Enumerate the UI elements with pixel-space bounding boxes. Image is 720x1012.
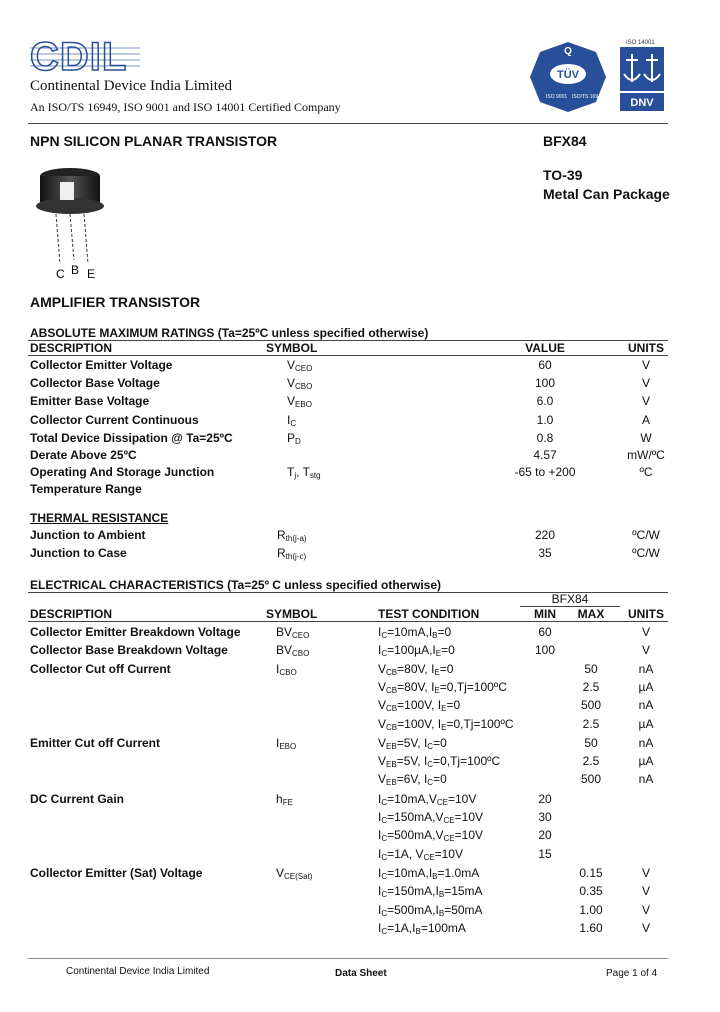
cond-value: =0 (433, 735, 447, 750)
rating-description: Operating And Storage Junction (30, 465, 215, 479)
symbol-subscript: th(j-c) (285, 552, 307, 561)
rating-value: 6.0 (536, 394, 554, 408)
cond-letter: I (412, 920, 416, 935)
cond-value: =5V, (396, 735, 424, 750)
test-condition (378, 698, 460, 713)
min-value: 20 (538, 828, 552, 843)
cond-value: =100mA (420, 920, 466, 935)
min-value: 100 (534, 643, 556, 658)
unit-value: V (641, 884, 650, 899)
cond-value: =80V, (397, 661, 432, 676)
unit-value: V (641, 920, 650, 935)
unit-value: µA (638, 754, 654, 769)
header-divider (28, 123, 668, 124)
cond-letter: I (378, 828, 382, 843)
unit-value: V (641, 625, 650, 639)
cond-subscript: CE (436, 797, 448, 807)
cond-value: =10mA, (387, 791, 429, 806)
symbol (277, 546, 306, 561)
cond-subscript: EB (386, 760, 397, 770)
cond-letter: I (378, 643, 382, 658)
symbol (276, 625, 309, 640)
rating-description: Total Device Dissipation @ Ta=25ºC (30, 431, 233, 445)
cond-letter: I (378, 791, 382, 806)
cond-subscript: CE (443, 834, 455, 844)
cond-subscript: C (381, 816, 388, 825)
cond-subscript: CB (386, 704, 398, 714)
rating-value: 100 (534, 376, 556, 390)
cond-value: =100V, (397, 716, 438, 731)
symbol-letter: P (287, 431, 296, 445)
char-description: Collector Base Breakdown Voltage (30, 643, 228, 658)
cond-value: =5V, (396, 754, 424, 769)
cond-letter: V (378, 661, 387, 676)
svg-text:Q: Q (564, 46, 572, 57)
cond-letter: I (378, 625, 382, 639)
to39-package-drawing (30, 160, 110, 280)
test-condition (378, 772, 447, 787)
cond-subscript: E (434, 685, 440, 695)
symbol-subscript: stg (309, 471, 321, 480)
thermal-unit: ºC/W (632, 528, 660, 542)
cond-letter: V (435, 828, 444, 843)
cond-letter: I (435, 902, 439, 917)
product-title: NPN SILICON PLANAR TRANSISTOR (30, 133, 278, 149)
cond-letter: V (378, 735, 387, 750)
cond-subscript: E (434, 667, 440, 677)
svg-text:C: C (56, 267, 65, 280)
test-condition (378, 754, 500, 769)
cond-letter: I (431, 661, 435, 676)
test-condition (378, 884, 483, 899)
cond-value: =0,Tj=100ºC (433, 754, 501, 769)
cond-value: =0 (446, 698, 461, 713)
tuv-certification-logo (528, 40, 608, 114)
el-col-test-condition: TEST CONDITION (378, 607, 480, 621)
cond-subscript: B (438, 890, 445, 900)
cond-value: =100µA, (387, 643, 433, 658)
symbol (287, 394, 312, 409)
symbol-subscript: CEO (292, 631, 310, 640)
symbol (287, 413, 296, 428)
max-value: 2.5 (582, 679, 600, 694)
test-condition (378, 643, 455, 658)
min-value: 20 (538, 791, 552, 806)
rating-description: Temperature Range (30, 482, 142, 496)
symbol-subscript: CBO (292, 649, 310, 659)
cond-letter: V (415, 846, 424, 861)
rating-unit: ºC (639, 465, 653, 479)
rating-description: Collector Current Continuous (30, 413, 199, 427)
footer-company: Continental Device India Limited (66, 966, 210, 977)
char-description: DC Current Gain (30, 791, 125, 806)
cond-value: =0,Tj=100ºC (439, 679, 507, 694)
rating-value: 60 (538, 358, 552, 372)
test-condition (378, 866, 479, 881)
symbol-letter: , T (296, 465, 310, 479)
rating-description: Collector Emitter Voltage (30, 358, 173, 372)
rating-unit: V (641, 394, 650, 408)
char-description: Collector Emitter (Sat) Voltage (30, 865, 203, 880)
unit-value: nA (638, 735, 654, 750)
cond-subscript: E (441, 704, 447, 714)
thermal-description: Junction to Ambient (30, 528, 146, 542)
cond-letter: I (378, 902, 382, 917)
symbol (276, 792, 293, 807)
svg-text:B: B (71, 263, 80, 277)
cond-subscript: EB (386, 778, 397, 788)
symbol (276, 736, 296, 751)
cond-letter: I (378, 846, 382, 861)
char-description: Collector Emitter Breakdown Voltage (30, 625, 241, 639)
symbol-subscript: CEO (295, 364, 313, 373)
max-value: 2.5 (582, 754, 600, 769)
rating-description: Collector Base Voltage (30, 376, 160, 390)
symbol-letter: BV (276, 625, 293, 639)
col-units: UNITS (628, 341, 664, 355)
certification-line: An ISO/TS 16949, ISO 9001 and ISO 14001 Certified Company (30, 100, 341, 114)
rating-unit: V (641, 376, 650, 390)
test-condition (378, 717, 514, 732)
cond-subscript: CB (386, 685, 398, 695)
thermal-title: THERMAL RESISTANCE (30, 511, 169, 525)
cond-letter: I (437, 716, 442, 731)
cond-value: =500mA, (387, 902, 436, 917)
symbol-subscript: EBO (279, 741, 297, 751)
abs-max-title: ABSOLUTE MAXIMUM RATINGS (Ta=25ºC unless specified otherwise) (30, 326, 429, 340)
min-value: 60 (538, 625, 552, 639)
cond-value: =0 (439, 661, 454, 676)
col-symbol: SYMBOL (266, 341, 318, 355)
thermal-description: Junction to Case (30, 546, 127, 560)
logo-text: CDIL (30, 38, 128, 76)
symbol-subscript: CBO (295, 382, 313, 391)
symbol-subscript: FE (282, 797, 293, 807)
cond-letter: V (378, 679, 387, 694)
unit-value: V (641, 865, 650, 880)
symbol (276, 662, 297, 677)
rating-unit: W (640, 431, 652, 445)
cond-subscript: C (381, 926, 388, 936)
symbol (287, 431, 301, 446)
col-description: DESCRIPTION (30, 341, 113, 355)
unit-value: nA (638, 661, 654, 676)
cond-letter: I (423, 754, 428, 769)
cond-letter: I (378, 884, 382, 899)
cond-value: =0 (433, 772, 447, 787)
test-condition (378, 625, 451, 640)
cond-value: =15mA (444, 884, 483, 899)
cond-value: =1A, (387, 920, 413, 935)
cond-letter: V (378, 698, 387, 713)
cond-value: =150mA, (387, 810, 436, 824)
symbol-letter: R (277, 528, 286, 542)
symbol-subscript: CE(Sat) (284, 871, 313, 881)
max-value: 0.35 (579, 884, 603, 899)
rating-value: 4.57 (533, 448, 557, 462)
el-col-max: MAX (577, 607, 605, 621)
test-condition (378, 680, 507, 695)
cond-value: =500mA, (387, 828, 436, 843)
max-value: 2.5 (582, 716, 600, 731)
svg-text:TÜV: TÜV (557, 69, 579, 81)
cond-subscript: B (432, 631, 438, 640)
thermal-unit: ºC/W (632, 546, 660, 560)
cond-subscript: EB (386, 741, 397, 751)
cond-subscript: C (381, 631, 388, 640)
cond-letter: I (432, 643, 436, 658)
symbol-subscript: C (290, 419, 297, 428)
symbol (276, 866, 312, 881)
symbol (287, 465, 321, 480)
cond-subscript: CB (386, 667, 398, 677)
max-value: 500 (580, 698, 602, 713)
cond-value: =1.0mA (437, 865, 480, 880)
cond-letter: I (423, 735, 428, 750)
symbol-subscript: EBO (295, 400, 312, 409)
cond-value: =10mA, (387, 625, 429, 639)
cond-letter: V (378, 716, 387, 731)
cond-value: =10V (434, 846, 463, 861)
el-col-min: MIN (534, 607, 556, 621)
test-condition (378, 921, 466, 936)
symbol-letter: R (277, 546, 286, 560)
cond-letter: I (437, 698, 442, 713)
symbol (287, 376, 312, 391)
svg-text:ISO/TS 16949: ISO/TS 16949 (572, 94, 604, 100)
thermal-value: 35 (538, 546, 552, 560)
cond-value: =50mA (444, 902, 483, 917)
cdil-logo (30, 38, 140, 76)
cond-letter: I (428, 865, 433, 880)
el-col-description: DESCRIPTION (30, 607, 113, 621)
cond-letter: V (378, 772, 387, 787)
symbol-subscript: j (294, 471, 297, 480)
unit-value: nA (638, 772, 654, 787)
rating-description: Derate Above 25ºC (30, 448, 137, 462)
cond-value: =1A, (387, 846, 416, 861)
cond-subscript: B (438, 908, 445, 918)
rating-description: Emitter Base Voltage (30, 394, 150, 408)
test-condition (378, 736, 447, 751)
rating-value: 1.0 (536, 413, 554, 427)
cond-subscript: CE (443, 816, 455, 825)
svg-text:ISO 9001: ISO 9001 (546, 94, 568, 100)
char-description: Collector Cut off Current (30, 661, 171, 676)
cond-subscript: C (381, 852, 388, 862)
subtitle: AMPLIFIER TRANSISTOR (30, 294, 201, 310)
max-value: 0.15 (579, 865, 603, 880)
cond-letter: I (378, 810, 382, 824)
cond-value: =0 (437, 625, 452, 639)
package-type: TO-39 (543, 167, 583, 183)
cond-value: =10mA, (387, 865, 429, 880)
min-value: 15 (538, 846, 552, 861)
symbol-letter: I (287, 413, 291, 427)
symbol (287, 358, 312, 373)
rating-value: 0.8 (536, 431, 554, 445)
footer-page: Page 1 of 4 (606, 968, 658, 979)
test-condition (378, 828, 483, 843)
cond-subscript: C (381, 890, 388, 900)
cond-value: =150mA, (387, 884, 436, 899)
cond-subscript: B (415, 926, 421, 936)
test-condition (378, 903, 483, 918)
max-value: 1.60 (579, 920, 603, 935)
cond-subscript: C (381, 871, 388, 881)
svg-text:E: E (87, 267, 96, 280)
symbol-letter: T (287, 465, 295, 479)
unit-value: µA (638, 679, 654, 694)
cond-value: =10V (447, 791, 477, 806)
col-value: VALUE (525, 341, 565, 355)
cond-subscript: C (381, 797, 388, 807)
cond-letter: V (378, 754, 387, 769)
cond-subscript: CB (386, 722, 398, 732)
electrical-group-label: BFX84 (551, 592, 589, 606)
symbol-letter: h (276, 791, 283, 806)
thermal-value: 220 (534, 528, 556, 542)
cond-subscript: C (381, 908, 388, 918)
svg-text:ISO 14001: ISO 14001 (626, 40, 655, 46)
cond-value: =100V, (397, 698, 438, 713)
cond-value: =0 (441, 643, 455, 658)
symbol-subscript: D (295, 437, 301, 446)
cond-value: =80V, (397, 679, 432, 694)
symbol-subscript: th(j-a) (285, 534, 307, 543)
cond-subscript: C (427, 760, 434, 770)
cond-value: =6V, (396, 772, 424, 787)
cond-value: =0,Tj=100ºC (446, 716, 514, 731)
symbol (277, 528, 307, 543)
test-condition (378, 810, 483, 825)
symbol-letter: V (287, 394, 296, 408)
min-value: 30 (538, 810, 552, 824)
cond-subscript: C (381, 834, 388, 844)
unit-value: µA (638, 716, 654, 731)
cond-subscript: C (427, 741, 434, 751)
el-col-symbol: SYMBOL (266, 607, 318, 621)
cond-letter: V (428, 791, 437, 806)
cond-letter: V (435, 810, 444, 824)
test-condition (378, 792, 476, 807)
symbol-letter: I (276, 735, 280, 750)
symbol-letter: I (276, 661, 280, 676)
rating-unit: mW/ºC (627, 448, 665, 462)
symbol-letter: V (287, 358, 296, 372)
symbol-letter: BV (276, 643, 293, 658)
unit-value: nA (638, 698, 654, 713)
cond-letter: I (378, 865, 382, 880)
unit-value: V (641, 902, 650, 917)
cond-letter: I (435, 884, 439, 899)
rating-value: -65 to +200 (514, 465, 576, 479)
cond-letter: I (431, 679, 435, 694)
symbol-letter: V (276, 865, 285, 880)
unit-value: V (641, 643, 650, 658)
cond-letter: I (428, 625, 433, 639)
max-value: 50 (584, 661, 598, 676)
cond-subscript: E (441, 722, 447, 732)
test-condition (378, 847, 463, 862)
cond-subscript: C (427, 778, 434, 788)
symbol (276, 643, 309, 658)
dnv-certification-logo (618, 38, 666, 112)
cond-subscript: CE (423, 852, 435, 862)
cond-subscript: C (381, 649, 388, 659)
cond-value: =10V (454, 828, 483, 843)
cond-subscript: E (435, 649, 442, 659)
svg-text:DNV: DNV (630, 97, 654, 109)
cond-subscript: B (432, 871, 438, 881)
symbol-letter: V (287, 376, 296, 390)
part-number: BFX84 (543, 133, 587, 149)
electrical-title: ELECTRICAL CHARACTERISTICS (Ta=25º C unless specified otherwise) (30, 578, 442, 592)
footer-doc-type: Data Sheet (335, 968, 387, 979)
test-condition (378, 662, 453, 677)
cond-value: =10V (454, 810, 483, 824)
char-description: Emitter Cut off Current (30, 735, 160, 750)
max-value: 1.00 (579, 902, 603, 917)
company-name: Continental Device India Limited (30, 78, 233, 94)
package-description: Metal Can Package (543, 186, 670, 202)
symbol-subscript: CBO (279, 667, 297, 677)
rating-unit: V (641, 358, 650, 372)
cond-letter: I (423, 772, 428, 787)
max-value: 500 (580, 772, 602, 787)
max-value: 50 (584, 735, 598, 750)
cond-letter: I (378, 920, 382, 935)
el-col-units: UNITS (628, 607, 664, 621)
rating-unit: A (641, 413, 650, 427)
